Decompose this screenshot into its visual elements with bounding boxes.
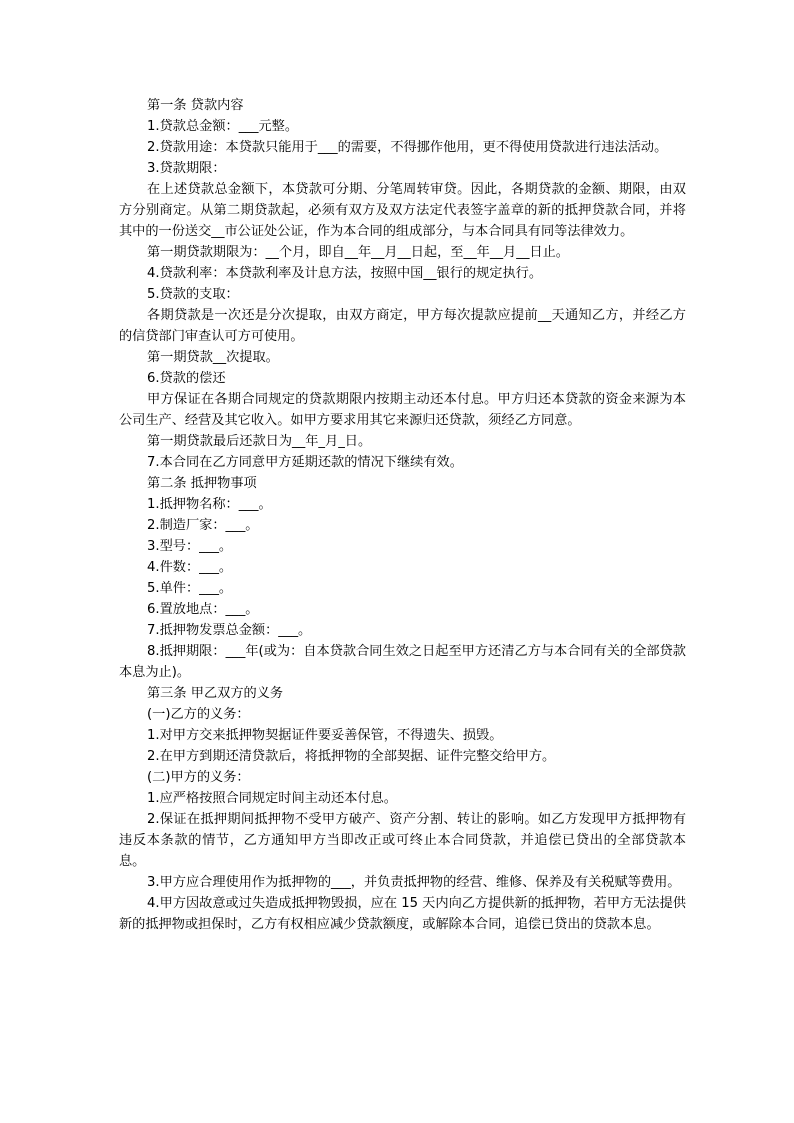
loan-interest-rate: 4.贷款利率：本贷款利率及计息方法，按照中国__银行的规定执行。 (147, 266, 543, 281)
loan-total-amount: 1.贷款总金额：___元整。 (147, 119, 299, 134)
first-term-period: 第一期贷款期限为：__个月，即自__年__月__日起，至__年__月__日止。 (147, 245, 569, 260)
party-b-obligations-heading: (一)乙方的义务： (147, 707, 250, 722)
party-b-obligation-1: 1.对甲方交来抵押物契据证件要妥善保管，不得遗失、损毁。 (147, 728, 503, 743)
party-b-obligation-2: 2.在甲方到期还清贷款后，将抵押物的全部契据、证件完整交给甲方。 (147, 749, 556, 764)
loan-repayment-heading: 6.贷款的偿还 (147, 371, 226, 386)
party-a-obligation-4: 4.甲方因故意或过失造成抵押物毁损，应在 15 天内向乙方提供新的抵押物，若甲方无法提供新的抵押物或担保时，乙方有权相应减少贷款额度，或解除本合同，追偿已贷出的贷款本息。 (119, 896, 686, 932)
document-page (119, 95, 686, 935)
collateral-manufacturer: 2.制造厂家：___。 (147, 518, 259, 533)
party-a-obligations-heading: (二)甲方的义务： (147, 770, 250, 785)
article-2-heading: 第二条 抵押物事项 (147, 476, 257, 491)
collateral-invoice-total: 7.抵押物发票总金额：___。 (147, 623, 312, 638)
collateral-location: 6.置放地点：___。 (147, 602, 259, 617)
collateral-name: 1.抵押物名称：___。 (147, 497, 272, 512)
article-1-heading: 第一条 贷款内容 (147, 98, 244, 113)
collateral-model: 3.型号：___。 (147, 539, 233, 554)
loan-purpose: 2.贷款用途：本贷款只能用于___的需要，不得挪作他用，更不得使用贷款进行违法活动。 (147, 140, 668, 155)
collateral-term: 8.抵押期限：___年(或为：自本贷款合同生效之日起至甲方还清乙方与本合同有关的全部贷款本息为止)。 (119, 644, 686, 680)
loan-term-body: 在上述贷款总金额下，本贷款可分期、分笔周转审贷。因此，各期贷款的金额、期限，由双方分别商定。从第二期贷款起，必须有双方及双方法定代表签字盖章的新的抵押贷款合同，并将其中的一份送交__市公证处公证，作为本合同的组成部分，与本合同具有同等法律效力。 (119, 182, 686, 239)
extension-validity: 7.本合同在乙方同意甲方延期还款的情况下继续有效。 (147, 455, 463, 470)
loan-repayment-body: 甲方保证在各期合同规定的贷款期限内按期主动还本付息。甲方归还本贷款的资金来源为本公司生产、经营及其它收入。如甲方要求用其它来源归还贷款，须经乙方同意。 (119, 392, 686, 428)
article-3-heading: 第三条 甲乙双方的义务 (147, 686, 284, 701)
collateral-unit: 5.单件：___。 (147, 581, 233, 596)
party-a-obligation-1: 1.应严格按照合同规定时间主动还本付息。 (147, 791, 397, 806)
party-a-obligation-3: 3.甲方应合理使用作为抵押物的___，并负责抵押物的经营、维修、保养及有关税赋等费用。 (147, 875, 681, 890)
loan-withdrawal-body: 各期贷款是一次还是分次提取，由双方商定，甲方每次提款应提前__天通知乙方，并经乙方的信贷部门审查认可方可使用。 (119, 308, 686, 344)
first-term-final-repayment: 第一期贷款最后还款日为__年_月_日。 (147, 434, 372, 449)
party-a-obligation-2: 2.保证在抵押期间抵押物不受甲方破产、资产分割、转让的影响。如乙方发现甲方抵押物有违反本条款的情节，乙方通知甲方当即改正或可终止本合同贷款，并追偿已贷出的全部贷款本息。 (119, 812, 686, 869)
collateral-quantity: 4.件数：___。 (147, 560, 233, 575)
loan-term-heading: 3.贷款期限： (147, 161, 226, 176)
loan-withdrawal-heading: 5.贷款的支取： (147, 287, 239, 302)
first-term-withdrawal: 第一期贷款__次提取。 (147, 350, 279, 365)
